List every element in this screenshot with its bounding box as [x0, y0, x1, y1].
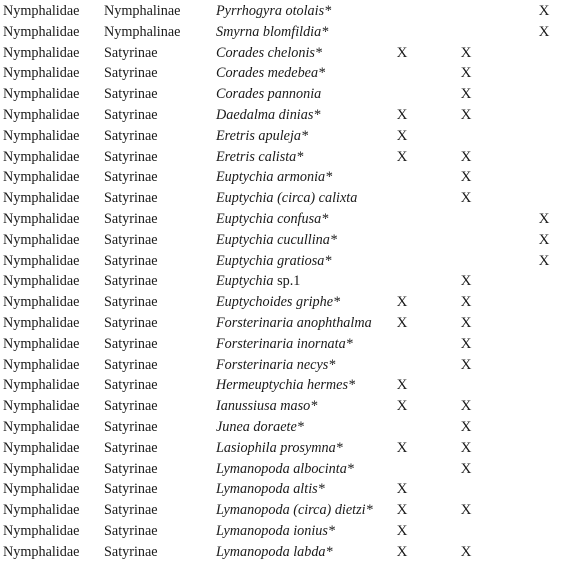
spacer: [414, 542, 454, 563]
presence-mark-c: [532, 43, 556, 64]
family-cell: Nymphalidae: [3, 231, 80, 248]
presence-mark-b: X: [460, 502, 472, 519]
species-cell: [216, 230, 390, 251]
spacer: [478, 459, 532, 480]
subfamily-cell: Satyrinae: [104, 252, 158, 269]
presence-mark-b: X: [460, 335, 472, 352]
presence-mark-a: [390, 209, 414, 230]
species-name: Euptychia: [216, 273, 274, 290]
family-cell: Nymphalidae: [3, 522, 80, 539]
table-row: [3, 271, 556, 292]
presence-mark-b: X: [460, 543, 472, 560]
table-row: [3, 459, 556, 480]
table-row: [3, 500, 556, 521]
presence-mark-b: X: [460, 169, 472, 186]
family-cell: Nymphalidae: [3, 356, 80, 373]
species-name: Lymanopoda altis*: [216, 481, 325, 498]
spacer: [478, 22, 532, 43]
spacer: [414, 147, 454, 168]
species-name: Forsterinaria anophthalma: [216, 314, 372, 331]
spacer: [414, 188, 454, 209]
presence-mark-a: [390, 459, 414, 480]
subfamily-cell: Nymphalinae: [104, 3, 181, 19]
spacer: [478, 521, 532, 542]
table-row: [3, 334, 556, 355]
subfamily-cell: Satyrinae: [104, 314, 158, 331]
table-row: [3, 105, 556, 126]
family-cell: Nymphalidae: [3, 23, 80, 40]
table-row: [3, 43, 556, 64]
table-row: [3, 209, 556, 230]
spacer: [414, 1, 454, 22]
table-row: [3, 167, 556, 188]
spacer: [478, 479, 532, 500]
spacer: [478, 251, 532, 272]
presence-mark-a: [390, 22, 414, 43]
spacer: [478, 292, 532, 313]
subfamily-cell: Satyrinae: [104, 65, 158, 82]
spacer: [414, 459, 454, 480]
presence-mark-a: [390, 417, 414, 438]
species-name: Ianussiusa maso*: [216, 398, 318, 415]
spacer: [414, 396, 454, 417]
presence-mark-c: [532, 292, 556, 313]
species-name: Lymanopoda (circa) dietzi*: [216, 502, 373, 519]
subfamily-cell: Satyrinae: [104, 169, 158, 186]
species-cell: [216, 188, 390, 209]
presence-mark-a: X: [396, 481, 408, 498]
species-name: Smyrna blomfildia*: [216, 23, 329, 40]
presence-mark-c: [532, 313, 556, 334]
spacer: [414, 292, 454, 313]
species-name: Euptychia armonia*: [216, 169, 333, 186]
spacer: [478, 375, 532, 396]
species-name: Forsterinaria necys*: [216, 356, 336, 373]
table-row: [3, 84, 556, 105]
spacer: [478, 396, 532, 417]
spacer: [478, 105, 532, 126]
table-row: [3, 396, 556, 417]
table-row: [3, 22, 556, 43]
family-cell: Nymphalidae: [3, 273, 80, 290]
presence-mark-c: [532, 375, 556, 396]
presence-mark-b: X: [460, 86, 472, 103]
species-cell: [216, 209, 390, 230]
table-row: [3, 147, 556, 168]
presence-mark-a: [390, 188, 414, 209]
presence-mark-a: [390, 334, 414, 355]
spacer: [414, 334, 454, 355]
spacer: [414, 251, 454, 272]
presence-mark-c: [532, 188, 556, 209]
family-cell: Nymphalidae: [3, 543, 80, 560]
presence-mark-c: [532, 63, 556, 84]
subfamily-cell: Satyrinae: [104, 377, 158, 394]
species-table-body: [3, 1, 556, 563]
species-cell: [216, 417, 390, 438]
species-cell: [216, 396, 390, 417]
species-cell: [216, 375, 390, 396]
species-name: Euptychia cucullina*: [216, 231, 337, 248]
presence-mark-a: X: [396, 377, 408, 394]
species-name: Eretris calista*: [216, 148, 304, 165]
presence-mark-b: [454, 251, 478, 272]
presence-mark-b: X: [460, 398, 472, 415]
species-name: Hermeuptychia hermes*: [216, 377, 356, 394]
spacer: [414, 105, 454, 126]
presence-mark-b: X: [460, 314, 472, 331]
family-cell: Nymphalidae: [3, 86, 80, 103]
species-cell: [216, 126, 390, 147]
family-cell: Nymphalidae: [3, 190, 80, 207]
spacer: [414, 375, 454, 396]
presence-mark-b: X: [460, 65, 472, 82]
spacer: [478, 271, 532, 292]
table-row: [3, 313, 556, 334]
family-cell: Nymphalidae: [3, 335, 80, 352]
spacer: [478, 230, 532, 251]
presence-mark-a: [390, 355, 414, 376]
species-cell: [216, 459, 390, 480]
spacer: [414, 126, 454, 147]
presence-mark-b: [454, 22, 478, 43]
spacer: [478, 438, 532, 459]
presence-mark-b: [454, 230, 478, 251]
family-cell: Nymphalidae: [3, 418, 80, 435]
species-cell: [216, 334, 390, 355]
presence-mark-a: X: [396, 106, 408, 123]
table-row: [3, 542, 556, 563]
subfamily-cell: Satyrinae: [104, 148, 158, 165]
table-row: [3, 230, 556, 251]
species-cell: [216, 355, 390, 376]
subfamily-cell: Satyrinae: [104, 106, 158, 123]
presence-mark-a: [390, 271, 414, 292]
family-cell: Nymphalidae: [3, 252, 80, 269]
spacer: [478, 355, 532, 376]
family-cell: Nymphalidae: [3, 460, 80, 477]
spacer: [478, 1, 532, 22]
species-name: Euptychia confusa*: [216, 210, 329, 227]
subfamily-cell: Satyrinae: [104, 127, 158, 144]
presence-mark-b: X: [460, 356, 472, 373]
spacer: [478, 188, 532, 209]
presence-mark-b: X: [460, 439, 472, 456]
species-suffix: sp.1: [273, 273, 301, 290]
presence-mark-b: [454, 521, 478, 542]
family-cell: Nymphalidae: [3, 481, 80, 498]
table-row: [3, 188, 556, 209]
table-row: [3, 438, 556, 459]
presence-mark-a: [390, 63, 414, 84]
presence-mark-c: [532, 521, 556, 542]
table-row: [3, 292, 556, 313]
family-cell: Nymphalidae: [3, 502, 80, 519]
family-cell: Nymphalidae: [3, 398, 80, 415]
species-name: Lasiophila prosymna*: [216, 439, 343, 456]
family-cell: Nymphalidae: [3, 106, 80, 123]
presence-mark-c: [532, 500, 556, 521]
spacer: [414, 500, 454, 521]
presence-mark-a: [390, 167, 414, 188]
species-cell: [216, 84, 390, 105]
table-row: [3, 63, 556, 84]
presence-mark-a: X: [396, 543, 408, 560]
species-cell: [216, 521, 390, 542]
presence-mark-c: [532, 479, 556, 500]
presence-mark-c: [532, 355, 556, 376]
presence-mark-c: [532, 126, 556, 147]
species-cell: [216, 63, 390, 84]
subfamily-cell: Satyrinae: [104, 190, 158, 207]
spacer: [478, 147, 532, 168]
spacer: [414, 230, 454, 251]
spacer: [478, 209, 532, 230]
presence-mark-b: X: [460, 294, 472, 311]
species-cell: [216, 251, 390, 272]
spacer: [414, 479, 454, 500]
subfamily-cell: Satyrinae: [104, 231, 158, 248]
species-cell: [216, 438, 390, 459]
spacer: [414, 167, 454, 188]
presence-mark-b: X: [460, 44, 472, 61]
species-cell: [216, 167, 390, 188]
table-row: [3, 375, 556, 396]
subfamily-cell: Satyrinae: [104, 335, 158, 352]
spacer: [478, 63, 532, 84]
presence-mark-b: [454, 479, 478, 500]
table-row: [3, 417, 556, 438]
spacer: [478, 43, 532, 64]
species-cell: [216, 542, 390, 563]
species-cell: [216, 292, 390, 313]
presence-mark-b: X: [460, 460, 472, 477]
presence-mark-c: X: [538, 252, 550, 269]
subfamily-cell: Satyrinae: [104, 439, 158, 456]
species-name: Corades chelonis*: [216, 44, 323, 61]
spacer: [414, 63, 454, 84]
presence-mark-b: X: [460, 106, 472, 123]
presence-mark-a: X: [396, 44, 408, 61]
presence-mark-b: X: [460, 418, 472, 435]
species-cell: [216, 1, 390, 22]
family-cell: Nymphalidae: [3, 210, 80, 227]
presence-mark-c: X: [538, 210, 550, 227]
subfamily-cell: Satyrinae: [104, 294, 158, 311]
subfamily-cell: Satyrinae: [104, 481, 158, 498]
spacer: [414, 209, 454, 230]
spacer: [478, 167, 532, 188]
presence-mark-a: X: [396, 522, 408, 539]
family-cell: Nymphalidae: [3, 148, 80, 165]
family-cell: Nymphalidae: [3, 65, 80, 82]
presence-mark-c: [532, 334, 556, 355]
presence-mark-b: [454, 375, 478, 396]
table-row: [3, 355, 556, 376]
species-name: Junea doraete*: [216, 418, 304, 435]
species-name: Lymanopoda albocinta*: [216, 460, 354, 477]
family-cell: Nymphalidae: [3, 439, 80, 456]
spacer: [478, 313, 532, 334]
subfamily-cell: Satyrinae: [104, 418, 158, 435]
presence-mark-c: [532, 167, 556, 188]
spacer: [414, 84, 454, 105]
species-name: Corades pannonia: [216, 86, 322, 103]
family-cell: Nymphalidae: [3, 127, 80, 144]
table-row: [3, 521, 556, 542]
subfamily-cell: Nymphalinae: [104, 23, 181, 40]
spacer: [478, 542, 532, 563]
species-name: Corades medebea*: [216, 65, 326, 82]
species-name: Daedalma dinias*: [216, 106, 321, 123]
species-cell: [216, 479, 390, 500]
presence-mark-c: [532, 459, 556, 480]
table-row: [3, 1, 556, 22]
presence-mark-b: [454, 209, 478, 230]
presence-mark-b: X: [460, 148, 472, 165]
family-cell: Nymphalidae: [3, 44, 80, 61]
spacer: [478, 84, 532, 105]
spacer: [414, 521, 454, 542]
family-cell: Nymphalidae: [3, 3, 80, 19]
subfamily-cell: Satyrinae: [104, 460, 158, 477]
table-row: [3, 479, 556, 500]
presence-mark-c: [532, 438, 556, 459]
presence-mark-a: [390, 84, 414, 105]
family-cell: Nymphalidae: [3, 314, 80, 331]
species-cell: [216, 313, 390, 334]
presence-mark-c: X: [538, 231, 550, 248]
presence-mark-c: [532, 84, 556, 105]
presence-mark-a: [390, 230, 414, 251]
species-name: Pyrrhogyra otolais*: [216, 3, 332, 19]
subfamily-cell: Satyrinae: [104, 86, 158, 103]
species-name: Euptychia gratiosa*: [216, 252, 332, 269]
subfamily-cell: Satyrinae: [104, 543, 158, 560]
presence-mark-a: X: [396, 502, 408, 519]
presence-mark-c: [532, 396, 556, 417]
species-name: Lymanopoda ionius*: [216, 522, 335, 539]
presence-mark-c: [532, 147, 556, 168]
subfamily-cell: Satyrinae: [104, 210, 158, 227]
species-name: Euptychia (circa) calixta: [216, 190, 358, 207]
subfamily-cell: Satyrinae: [104, 356, 158, 373]
species-name: Lymanopoda labda*: [216, 543, 333, 560]
presence-mark-a: [390, 1, 414, 22]
subfamily-cell: Satyrinae: [104, 502, 158, 519]
presence-mark-a: X: [396, 439, 408, 456]
spacer: [478, 417, 532, 438]
species-cell: [216, 22, 390, 43]
species-cell: [216, 500, 390, 521]
species-name: Eretris apuleja*: [216, 127, 309, 144]
presence-mark-c: [532, 271, 556, 292]
species-cell: [216, 105, 390, 126]
family-cell: Nymphalidae: [3, 169, 80, 186]
family-cell: Nymphalidae: [3, 377, 80, 394]
presence-mark-c: [532, 105, 556, 126]
presence-mark-b: X: [460, 273, 472, 290]
table-row: [3, 126, 556, 147]
presence-mark-a: X: [396, 398, 408, 415]
spacer: [478, 500, 532, 521]
species-cell: [216, 43, 390, 64]
spacer: [414, 22, 454, 43]
presence-mark-c: X: [538, 3, 550, 19]
spacer: [414, 417, 454, 438]
species-name: Forsterinaria inornata*: [216, 335, 353, 352]
spacer: [414, 355, 454, 376]
species-cell: [216, 271, 390, 292]
presence-mark-b: X: [460, 190, 472, 207]
table-row: [3, 251, 556, 272]
subfamily-cell: Satyrinae: [104, 273, 158, 290]
presence-mark-c: X: [538, 23, 550, 40]
spacer: [414, 271, 454, 292]
species-table: [3, 1, 556, 563]
subfamily-cell: Satyrinae: [104, 398, 158, 415]
species-name: Euptychoides griphe*: [216, 294, 341, 311]
presence-mark-a: X: [396, 294, 408, 311]
spacer: [478, 126, 532, 147]
spacer: [414, 43, 454, 64]
presence-mark-a: X: [396, 127, 408, 144]
presence-mark-c: [532, 417, 556, 438]
species-cell: [216, 147, 390, 168]
presence-mark-b: [454, 1, 478, 22]
presence-mark-a: X: [396, 314, 408, 331]
family-cell: Nymphalidae: [3, 294, 80, 311]
subfamily-cell: Satyrinae: [104, 44, 158, 61]
subfamily-cell: Satyrinae: [104, 522, 158, 539]
presence-mark-a: X: [396, 148, 408, 165]
spacer: [414, 313, 454, 334]
presence-mark-b: [454, 126, 478, 147]
spacer: [478, 334, 532, 355]
presence-mark-c: [532, 542, 556, 563]
presence-mark-a: [390, 251, 414, 272]
spacer: [414, 438, 454, 459]
